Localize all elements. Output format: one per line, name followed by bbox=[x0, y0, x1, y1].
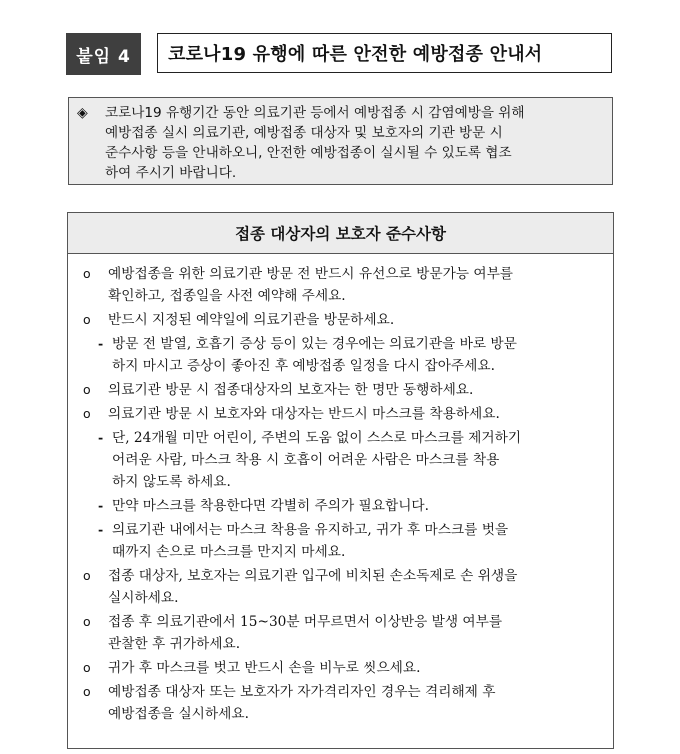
list-item-text: 의료기관 방문 시 접종대상자의 보호자는 한 명만 동행하세요. bbox=[108, 382, 474, 398]
circle-bullet-icon: o bbox=[83, 614, 91, 629]
list-item bbox=[68, 611, 613, 655]
sub-list-item bbox=[68, 427, 613, 493]
list-item-text: 의료기관 내에서는 마스크 착용을 유지하고, 귀가 후 마스크를 벗을 때까지 손으로 마스크를 만지지 마세요. bbox=[112, 522, 509, 560]
list-item bbox=[68, 263, 613, 307]
circle-bullet-icon: o bbox=[83, 684, 91, 699]
list-item-text: 방문 전 발열, 호흡기 증상 등이 있는 경우에는 의료기관을 바로 방문 하지 마시고 증상이 좋아진 후 예방접종 일정을 다시 잡아주세요. bbox=[112, 336, 517, 374]
list-item bbox=[68, 379, 613, 401]
list-item-text: 귀가 후 마스크를 벗고 반드시 손을 비누로 씻으세요. bbox=[108, 660, 421, 676]
sub-list-item bbox=[68, 519, 613, 563]
list-item bbox=[68, 565, 613, 609]
guideline-list bbox=[68, 263, 613, 727]
list-item-text: 접종 대상자, 보호자는 의료기관 입구에 비치된 손소독제로 손 위생을 실시하세요. bbox=[108, 568, 518, 606]
circle-bullet-icon: o bbox=[83, 406, 91, 421]
notice-text: 코로나19 유행기간 동안 의료기관 등에서 예방접종 시 감염예방을 위해 예방접종 실시 의료기관, 예방접종 대상자 및 보호자의 기관 방문 시 준수사항 등을 안내하오니, 안전한 예방접종이 실시될 수 있도록 협조 하여 주시기 바랍니다. bbox=[105, 105, 525, 181]
dash-bullet-icon: - bbox=[98, 430, 104, 445]
attachment-badge: 붙임 4 bbox=[66, 33, 141, 75]
notice-box bbox=[68, 97, 613, 185]
list-item-text: 의료기관 방문 시 보호자와 대상자는 반드시 마스크를 착용하세요. bbox=[108, 406, 500, 422]
list-item-text: 예방접종을 위한 의료기관 방문 전 반드시 유선으로 방문가능 여부를 확인하고, 접종일을 사전 예약해 주세요. bbox=[108, 266, 514, 304]
list-item-text: 예방접종 대상자 또는 보호자가 자가격리자인 경우는 격리해제 후 예방접종을 실시하세요. bbox=[108, 684, 496, 722]
sub-list-item bbox=[68, 333, 613, 377]
list-item-text: 단, 24개월 미만 어린이, 주변의 도움 없이 스스로 마스크를 제거하기 어려운 사람, 마스크 착용 시 호흡이 어려운 사람은 마스크를 착용 하지 않도록 하세요. bbox=[112, 430, 522, 490]
circle-bullet-icon: o bbox=[83, 382, 91, 397]
list-item-text: 만약 마스크를 착용한다면 각별히 주의가 필요합니다. bbox=[112, 498, 429, 514]
sub-list-item bbox=[68, 495, 613, 517]
list-item bbox=[68, 657, 613, 679]
circle-bullet-icon: o bbox=[83, 660, 91, 675]
page-title: 코로나19 유행에 따른 안전한 예방접종 안내서 bbox=[157, 33, 612, 73]
list-item bbox=[68, 309, 613, 331]
section-title: 접종 대상자의 보호자 준수사항 bbox=[68, 213, 613, 254]
guardian-guidelines-section bbox=[67, 212, 614, 749]
list-item bbox=[68, 403, 613, 425]
dash-bullet-icon: - bbox=[98, 498, 104, 513]
circle-bullet-icon: o bbox=[83, 312, 91, 327]
circle-bullet-icon: o bbox=[83, 568, 91, 583]
list-item bbox=[68, 681, 613, 725]
list-item-text: 접종 후 의료기관에서 15~30분 머무르면서 이상반응 발생 여부를 관찰한 후 귀가하세요. bbox=[108, 614, 503, 652]
dash-bullet-icon: - bbox=[98, 336, 104, 351]
circle-bullet-icon: o bbox=[83, 266, 91, 281]
list-item-text: 반드시 지정된 예약일에 의료기관을 방문하세요. bbox=[108, 312, 395, 328]
diamond-marker-icon: ◈ bbox=[77, 105, 88, 121]
title-row bbox=[66, 33, 614, 75]
dash-bullet-icon: - bbox=[98, 522, 104, 537]
